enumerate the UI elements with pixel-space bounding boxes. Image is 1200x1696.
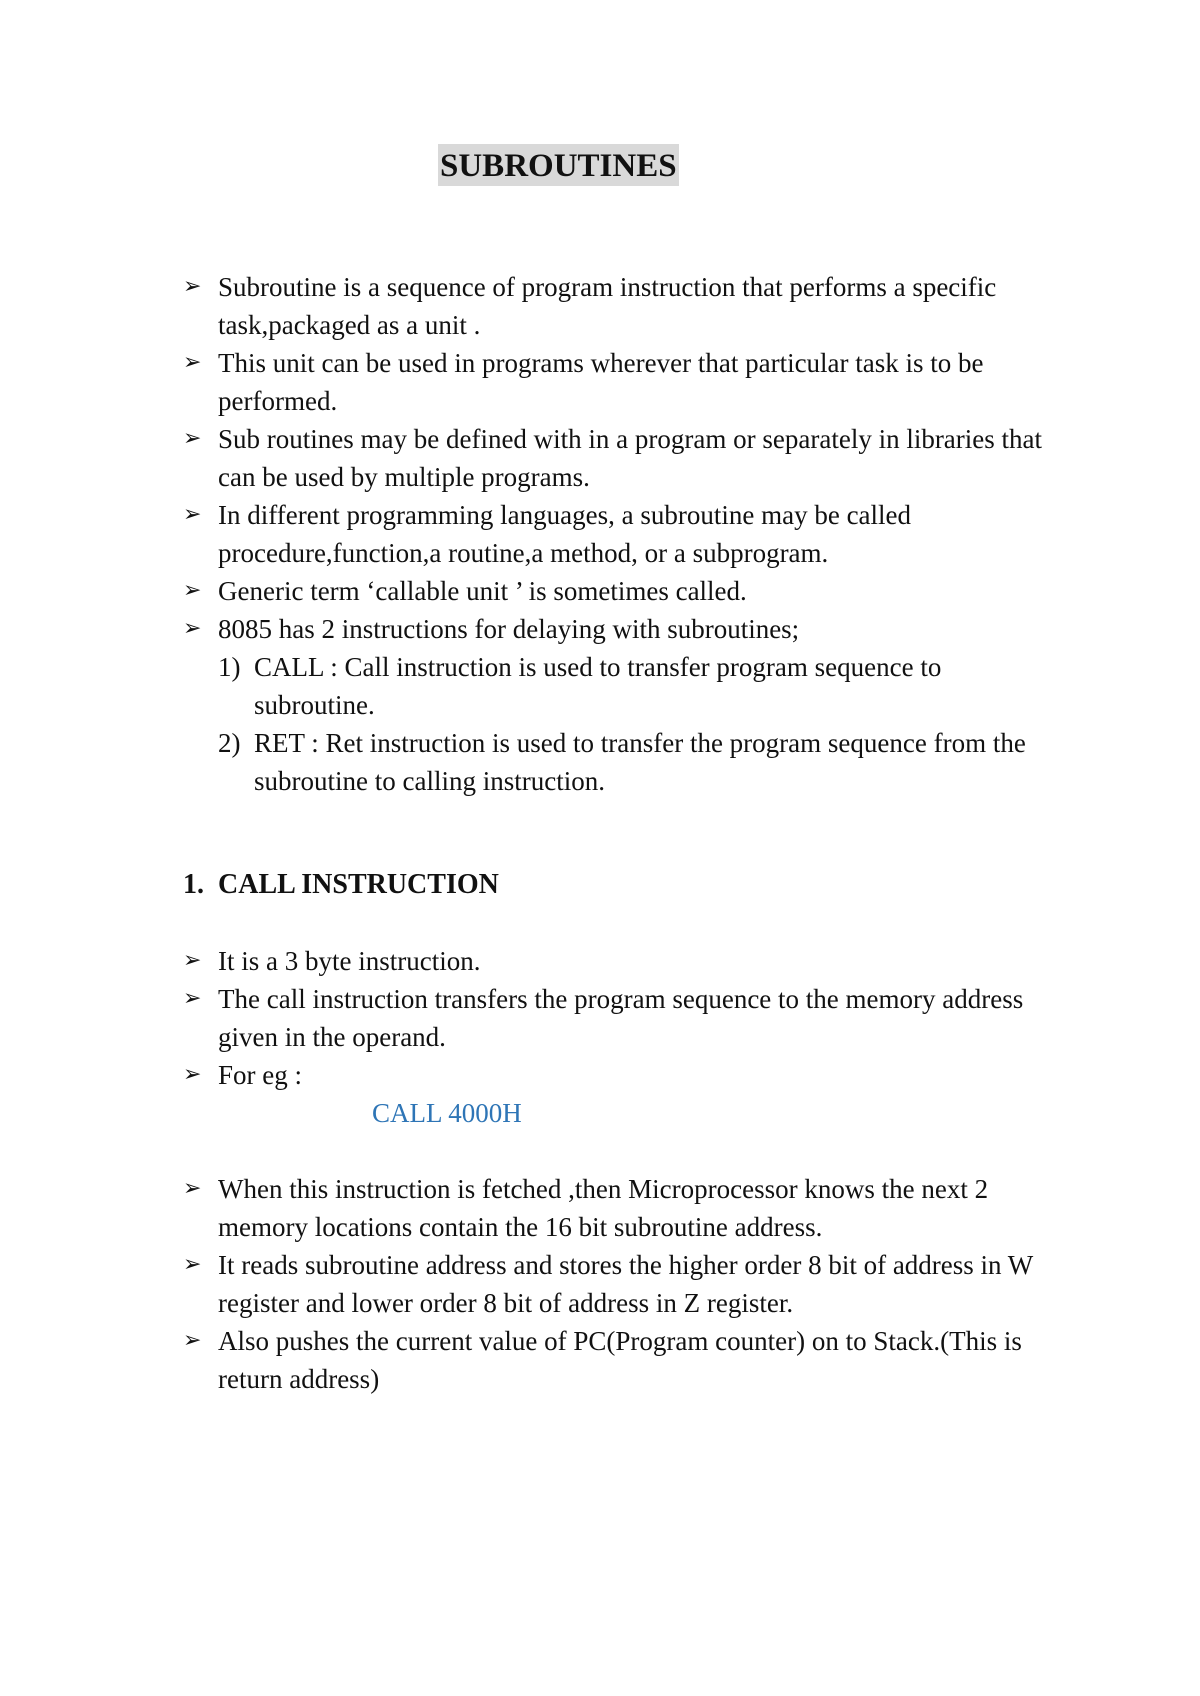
list-item: [0, 496, 1058, 572]
intro-list: [0, 268, 1200, 800]
list-item-text: The call instruction transfers the program sequence to the memory address given in the operand.: [218, 984, 1024, 1052]
arrow-bullet-icon: ➢: [183, 986, 202, 1011]
instruction-number: 2): [218, 728, 241, 758]
arrow-bullet-icon: ➢: [183, 274, 202, 299]
list-item-text: For eg :: [218, 1060, 302, 1090]
list-item-text: This unit can be used in programs wherever that particular task is to be performed.: [218, 348, 984, 416]
arrow-bullet-icon: ➢: [183, 350, 202, 375]
instruction-item-call: [0, 648, 1054, 724]
list-item: [0, 1170, 1058, 1246]
list-item-text: 8085 has 2 instructions for delaying with subroutines;: [218, 614, 800, 644]
section-title: CALL INSTRUCTION: [218, 869, 499, 900]
instruction-number: 1): [218, 652, 241, 682]
list-item: [0, 942, 1058, 980]
section-heading: [183, 866, 499, 904]
call-instruction-list: [0, 942, 1200, 1398]
instruction-item-ret: [0, 724, 1054, 800]
list-item-text: In different programming languages, a subroutine may be called procedure,function,a routine,a method, or a subprogram.: [218, 500, 912, 568]
list-item-text: It reads subroutine address and stores the higher order 8 bit of address in W register and lower order 8 bit of address in Z register.: [218, 1250, 1033, 1318]
page-title: SUBROUTINES: [438, 144, 679, 186]
arrow-bullet-icon: ➢: [183, 1062, 202, 1087]
list-item-text: Subroutine is a sequence of program instruction that performs a specific task,packaged as a unit .: [218, 272, 997, 340]
arrow-bullet-icon: ➢: [183, 578, 202, 603]
list-item: [0, 980, 1058, 1056]
list-item: [0, 420, 1058, 496]
instruction-text: RET : Ret instruction is used to transfer the program sequence from the subroutine to calling instruction.: [254, 728, 1026, 796]
arrow-bullet-icon: ➢: [183, 1252, 202, 1277]
list-item: [0, 1056, 1058, 1094]
arrow-bullet-icon: ➢: [183, 502, 202, 527]
list-item-text: When this instruction is fetched ,then Microprocessor knows the next 2 memory locations contain the 16 bit subroutine address.: [218, 1174, 989, 1242]
list-item: [0, 572, 1058, 610]
list-item: [0, 1246, 1058, 1322]
list-item-text: Sub routines may be defined with in a program or separately in libraries that can be used by multiple programs.: [218, 424, 1043, 492]
arrow-bullet-icon: ➢: [183, 616, 202, 641]
arrow-bullet-icon: ➢: [183, 1328, 202, 1353]
list-item: [0, 610, 1058, 648]
example-code: CALL 4000H: [372, 1098, 522, 1128]
arrow-bullet-icon: ➢: [183, 1176, 202, 1201]
arrow-bullet-icon: ➢: [183, 948, 202, 973]
list-item: [0, 268, 1058, 344]
list-item-text: Generic term ‘callable unit ’ is sometimes called.: [218, 576, 747, 606]
section-number: 1.: [183, 869, 204, 900]
instruction-text: CALL : Call instruction is used to transfer program sequence to subroutine.: [254, 652, 942, 720]
list-item-text: It is a 3 byte instruction.: [218, 946, 481, 976]
arrow-bullet-icon: ➢: [183, 426, 202, 451]
list-item: [0, 344, 1058, 420]
list-item: [0, 1322, 1058, 1398]
list-item-text: Also pushes the current value of PC(Program counter) on to Stack.(This is return address): [218, 1326, 1022, 1394]
